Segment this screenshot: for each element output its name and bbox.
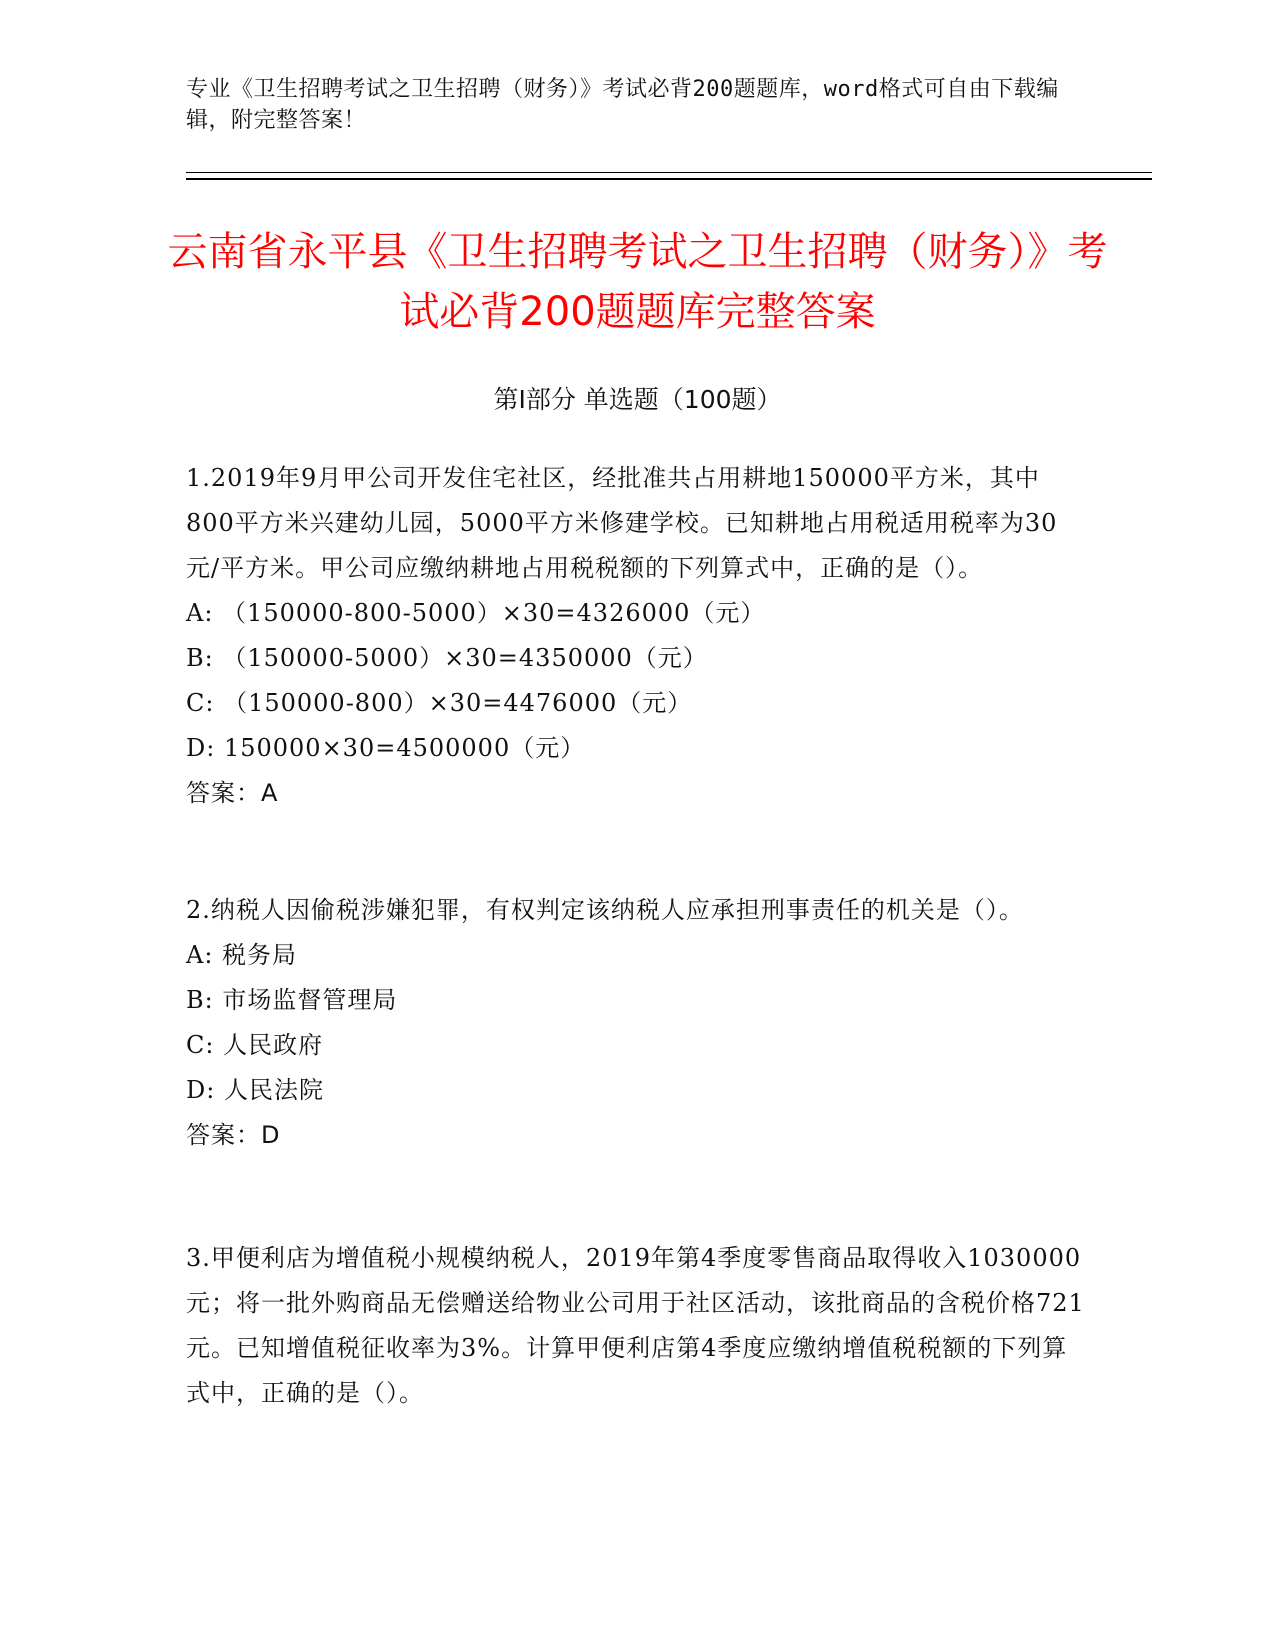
answer-line: 答案：D — [186, 1121, 281, 1149]
option-d: D: 人民法院 — [186, 1076, 324, 1104]
header-divider-thick — [186, 178, 1152, 180]
option-b: B: （150000-5000）×30=4350000（元） — [186, 644, 708, 672]
question-stem: 2.纳税人因偷税涉嫌犯罪，有权判定该纳税人应承担刑事责任的机关是（）。 — [186, 896, 1024, 924]
header-note: 专业《卫生招聘考试之卫生招聘（财务）》考试必背200题题库，word格式可自由下载编辑，附完整答案！ — [186, 77, 1059, 133]
option-c: C: （150000-800）×30=4476000（元） — [186, 689, 693, 717]
option-a: A: 税务局 — [186, 941, 298, 969]
question-stem: 3.甲便利店为增值税小规模纳税人，2019年第4季度零售商品取得收入1030000元；将一批外购商品无偿赠送给物业公司用于社区活动，该批商品的含税价格721元。已知增值税征收率为3%。计算甲便利店第4季度应缴纳增值税税额的下列算式中，正确的是（）。 — [186, 1244, 1085, 1407]
option-a: A: （150000-800-5000）×30=4326000（元） — [186, 599, 766, 627]
header-divider-thin — [186, 172, 1152, 173]
option-c: C: 人民政府 — [186, 1031, 324, 1059]
section-heading: 第I部分 单选题（100题） — [493, 385, 782, 414]
question-1 — [186, 456, 1086, 816]
question-3 — [186, 1236, 1086, 1416]
answer-line: 答案：A — [186, 779, 279, 807]
option-d: D: 150000×30=4500000（元） — [186, 734, 586, 762]
question-2 — [186, 888, 1086, 1158]
question-stem: 1.2019年9月甲公司开发住宅社区，经批准共占用耕地150000平方米，其中800平方米兴建幼儿园，5000平方米修建学校。已知耕地占用税适用税率为30元/平方米。甲公司应缴纳耕地占用税税额的下列算式中，正确的是（）。 — [186, 464, 1058, 582]
document-title: 云南省永平县《卫生招聘考试之卫生招聘（财务）》考试必背200题题库完整答案 — [167, 229, 1108, 335]
option-b: B: 市场监督管理局 — [186, 986, 398, 1014]
